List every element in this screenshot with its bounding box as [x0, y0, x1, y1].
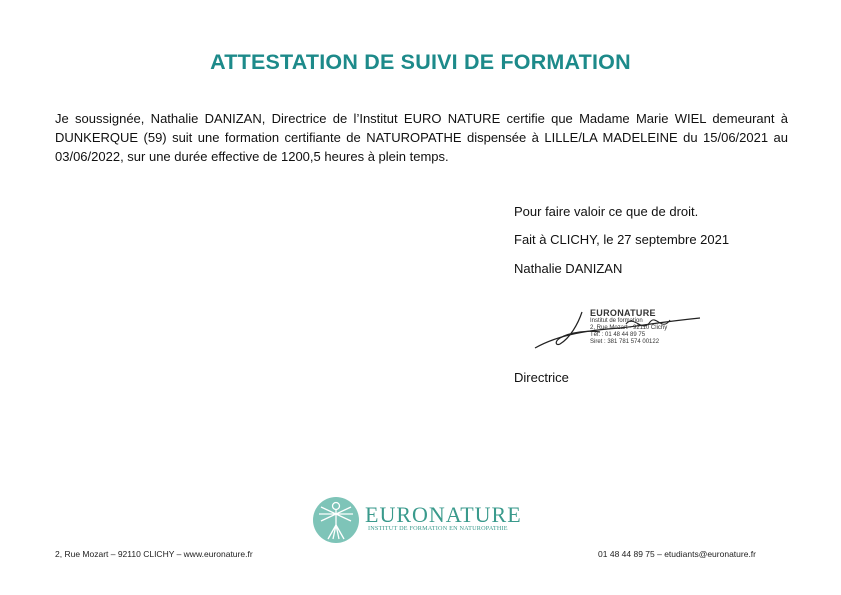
euronature-logo	[313, 497, 543, 547]
footer-address: 2, Rue Mozart – 92110 CLICHY – www.euronature.fr	[55, 549, 253, 559]
place-and-date: Fait à CLICHY, le 27 septembre 2021	[514, 232, 730, 247]
logo-tagline: INSTITUT DE FORMATION EN NATUROPATHIE	[368, 525, 508, 532]
attestation-body: Je soussignée, Nathalie DANIZAN, Directrice de l’Institut EURO NATURE certifie que Madame Marie WIEL demeurant à DUNKERQUE (59) suit une formation certifiante de NATUROPATHE dispensée à LILLE/LA MADELEINE du 15/06/2021 au 03/06/2022, sur une durée effective de 1200,5 heures à plein temps.	[55, 111, 788, 164]
document-title: ATTESTATION DE SUIVI DE FORMATION	[210, 50, 631, 74]
stamp-line-2: 2, Rue Mozart - 92110 Clichy	[590, 325, 668, 331]
signatory-role: Directrice	[514, 370, 569, 385]
signatory-name: Nathalie DANIZAN	[514, 261, 623, 276]
stamp-line-4: Siret : 381 781 574 00122	[590, 339, 660, 345]
stamp-text	[590, 308, 667, 346]
footer-contact: 01 48 44 89 75 – etudiants@euronature.fr	[598, 549, 756, 559]
closing-formula: Pour faire valoir ce que de droit.	[514, 204, 699, 219]
stamp-company-name: EURONATURE	[590, 308, 656, 318]
signature-stamp	[530, 304, 710, 354]
stamp-line-3: Tél. : 01 48 44 89 75	[590, 332, 646, 338]
logo-name: EURONATURE	[365, 502, 522, 527]
stamp-line-1: Institut de formation	[590, 318, 643, 324]
vitruvian-man-icon	[313, 497, 359, 543]
